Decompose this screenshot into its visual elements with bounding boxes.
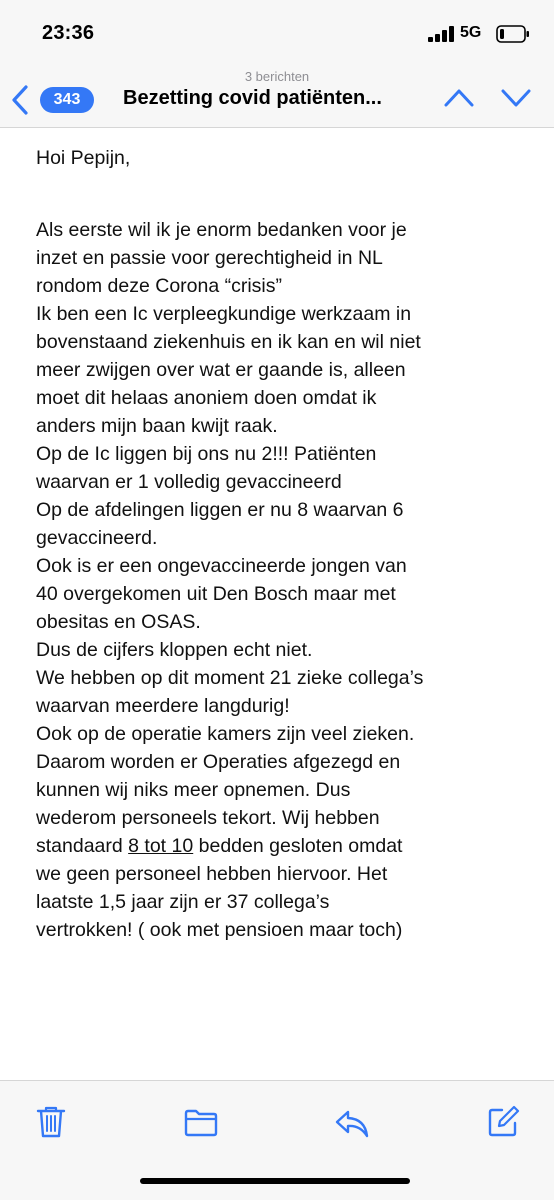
reply-icon[interactable] xyxy=(334,1109,370,1139)
message-body xyxy=(36,144,546,1080)
message-line: waarvan meerdere langdurig! xyxy=(36,695,290,717)
message-nav-bar xyxy=(0,66,554,128)
message-line: Dus de cijfers kloppen echt niet. xyxy=(36,639,313,661)
signal-icon xyxy=(428,26,456,42)
message-line: inzet en passie voor gerechtigheid in NL xyxy=(36,247,383,269)
message-line: kunnen wij niks meer opnemen. Dus xyxy=(36,779,351,801)
message-line: 40 overgekomen uit Den Bosch maar met xyxy=(36,583,396,605)
message-line: bovenstaand ziekenhuis en ik kan en wil niet xyxy=(36,331,421,353)
message-greeting: Hoi Pepijn, xyxy=(36,147,131,169)
compose-icon[interactable] xyxy=(486,1105,520,1139)
message-line: Ook is er een ongevaccineerde jongen van xyxy=(36,555,407,577)
bottom-toolbar xyxy=(0,1080,554,1200)
message-line: we geen personeel hebben hiervoor. Het xyxy=(36,863,388,885)
message-line: meer zwijgen over wat er gaande is, alleen xyxy=(36,359,406,381)
battery-icon xyxy=(496,25,530,43)
message-line: vertrokken! ( ook met pensioen maar toch) xyxy=(36,919,403,941)
message-line: Ik ben een Ic verpleegkundige werkzaam in xyxy=(36,303,412,325)
line-text: standaard xyxy=(36,835,129,857)
message-line: rondom deze Corona “crisis” xyxy=(36,275,283,297)
message-line: Op de afdelingen liggen er nu 8 waarvan 6 xyxy=(36,499,404,521)
message-line-with-link xyxy=(36,832,546,860)
thread-count: 3 berichten xyxy=(244,69,310,84)
down-chevron-icon[interactable] xyxy=(500,86,532,110)
message-line: wederom personeels tekort. Wij hebben xyxy=(36,807,380,829)
message-line: Ook op de operatie kamers zijn veel zieken. xyxy=(36,723,415,745)
status-time: 23:36 xyxy=(42,22,95,44)
message-line: Op de Ic liggen bij ons nu 2!!! Patiënten xyxy=(36,443,377,465)
message-line: Daarom worden er Operaties afgezegd en xyxy=(36,751,401,773)
detected-data-link[interactable]: 8 tot 10 xyxy=(128,835,194,857)
status-bar xyxy=(0,0,554,66)
mailbox-count-badge[interactable]: 343 xyxy=(40,87,94,113)
message-line: waarvan er 1 volledig gevaccineerd xyxy=(36,471,342,493)
message-subject: Bezetting covid patiënten... xyxy=(123,87,382,109)
trash-icon[interactable] xyxy=(36,1105,66,1139)
message-line: We hebben op dit moment 21 zieke collega’s xyxy=(36,667,424,689)
network-type: 5G xyxy=(460,24,482,41)
message-line: anders mijn baan kwijt raak. xyxy=(36,415,278,437)
message-line: laatste 1,5 jaar zijn er 37 collega’s xyxy=(36,891,330,913)
home-indicator xyxy=(140,1178,410,1184)
folder-icon[interactable] xyxy=(184,1109,218,1137)
back-chevron-icon[interactable] xyxy=(10,84,32,116)
message-line: obesitas en OSAS. xyxy=(36,611,201,633)
up-chevron-icon[interactable] xyxy=(443,86,475,110)
message-line: gevaccineerd. xyxy=(36,527,158,549)
line-text: bedden gesloten omdat xyxy=(193,835,403,857)
message-line: Als eerste wil ik je enorm bedanken voor je xyxy=(36,219,407,241)
paragraph-spacer xyxy=(36,172,546,216)
message-line: moet dit helaas anoniem doen omdat ik xyxy=(36,387,377,409)
